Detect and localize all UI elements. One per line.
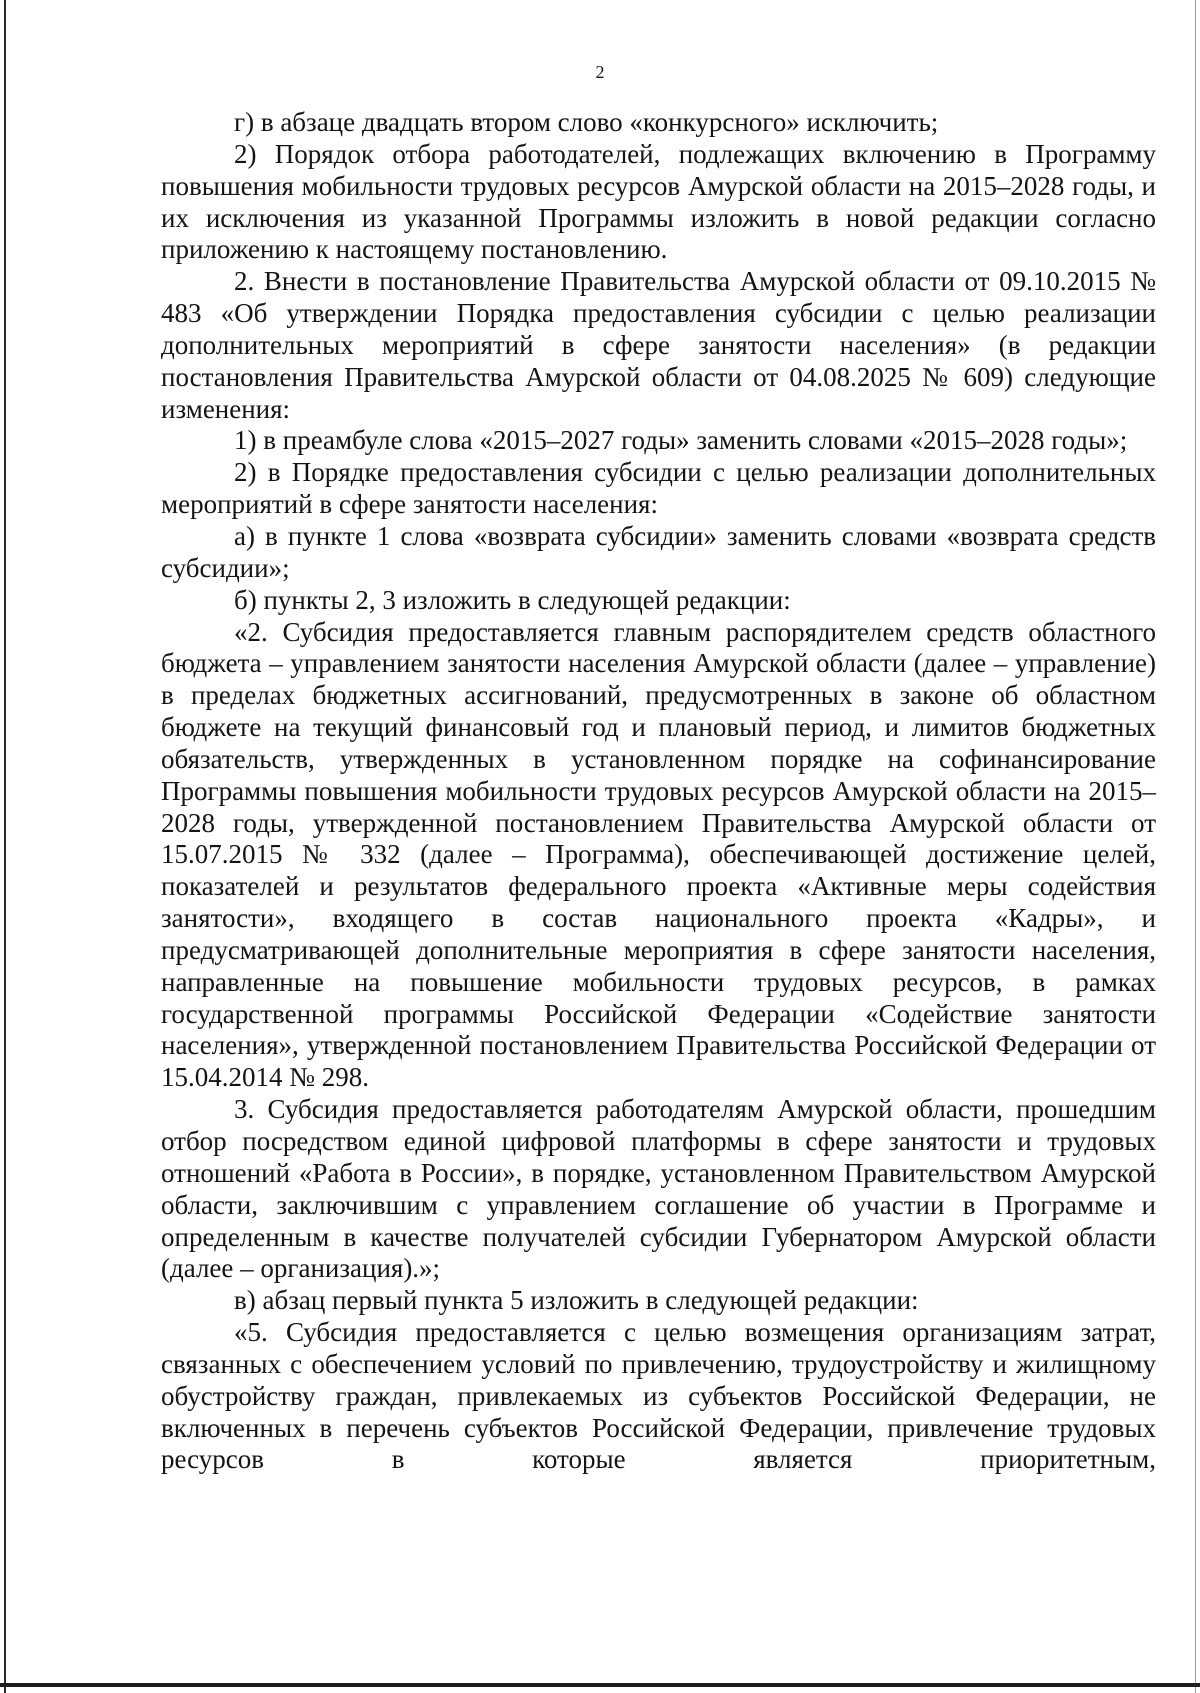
paragraph-item-g: г) в абзаце двадцать втором слово «конкурсного» исключить; — [234, 107, 939, 137]
paragraph-clause-2-subsidy-provider: «2. Субсидия предоставляется главным распорядителем средств областного бюджета – управлением занятости населения Амурской области (далее – управление) в пределах бюджетных ассигнований, предусмотренных в законе об областном бюджете на текущий финансовый год и плановый период, и лимитов бюджетных обязательств, утвержденных в установленном порядке на софинансирование Программы повышения мобильности трудовых ресурсов Амурской области на 2015–2028 годы, утвержденной постановлением Правительства Амурской области от 15.07.2015 № 332 (далее – Программа), обеспечивающей достижение целей, показателей и результатов федерального проекта «Активные меры содействия занятости», входящего в состав национального проекта «Кадры», и предусматривающей дополнительные мероприятия в сфере занятости населения, направленные на повышение мобильности трудовых ресурсов, в рамках государственной программы Российской Федерации «Содействие занятости населения», утвержденной постановлением Правительства Российской Федерации от 15.04.2014 № 298. — [161, 616, 1156, 1093]
page-border-left — [4, 0, 6, 1693]
page-border-right — [1195, 0, 1196, 1693]
paragraph-section-2-amend-resolution: 2. Внести в постановление Правительства Амурской области от 09.10.2015 № 483 «Об утверждении Порядка предоставления субсидии с целью реализации дополнительных мероприятий в сфере занятости населения» (в редакции постановления Правительства Амурской области от 04.08.2025 № 609) следующие изменения: — [161, 266, 1156, 424]
paragraph-item-v: в) абзац первый пункта 5 изложить в следующей редакции: — [234, 1285, 919, 1316]
paragraph-item-2-selection-procedure: 2) Порядок отбора работодателей, подлежащих включению в Программу повышения мобильности трудовых ресурсов Амурской области на 2015–2028 годы, и их исключения из указанной Программы изложить в новой редакции согласно приложению к настоящему постановлению. — [161, 138, 1156, 265]
document-body — [161, 107, 1156, 1476]
paragraph-item-a: а) в пункте 1 слова «возврата субсидии» заменить словами «возврата средств субсидии»; — [161, 520, 1156, 583]
paragraph-clause-5-subsidy-purpose: «5. Субсидия предоставляется с целью возмещения организациям затрат, связанных с обеспечением условий по привлечению, трудоустройству и жилищному обустройству граждан, привлекаемых из субъектов Российской Федерации, не включенных в перечень субъектов Российской Федерации, привлечение трудовых ресурсов в которые является приоритетным, — [161, 1317, 1156, 1475]
page-border-bottom — [0, 1683, 1200, 1687]
paragraph-item-b: б) пункты 2, 3 изложить в следующей редакции: — [234, 584, 791, 615]
paragraph-clause-3-subsidy-recipients: 3. Субсидия предоставляется работодателям Амурской области, прошедшим отбор посредством единой цифровой платформы в сфере занятости и трудовых отношений «Работа в России», в порядке, установленном Правительством Амурской области, заключившим с управлением соглашение об участии в Программе и определенным в качестве получателей субсидии Губернатором Амурской области (далее – организация).»; — [161, 1094, 1156, 1284]
page-number: 2 — [595, 62, 605, 82]
paragraph-item-1-preamble: 1) в преамбуле слова «2015–2027 годы» заменить словами «2015–2028 годы»; — [234, 425, 1128, 456]
paragraph-item-2-procedure: 2) в Порядке предоставления субсидии с целью реализации дополнительных мероприятий в сфере занятости населения: — [161, 457, 1156, 520]
